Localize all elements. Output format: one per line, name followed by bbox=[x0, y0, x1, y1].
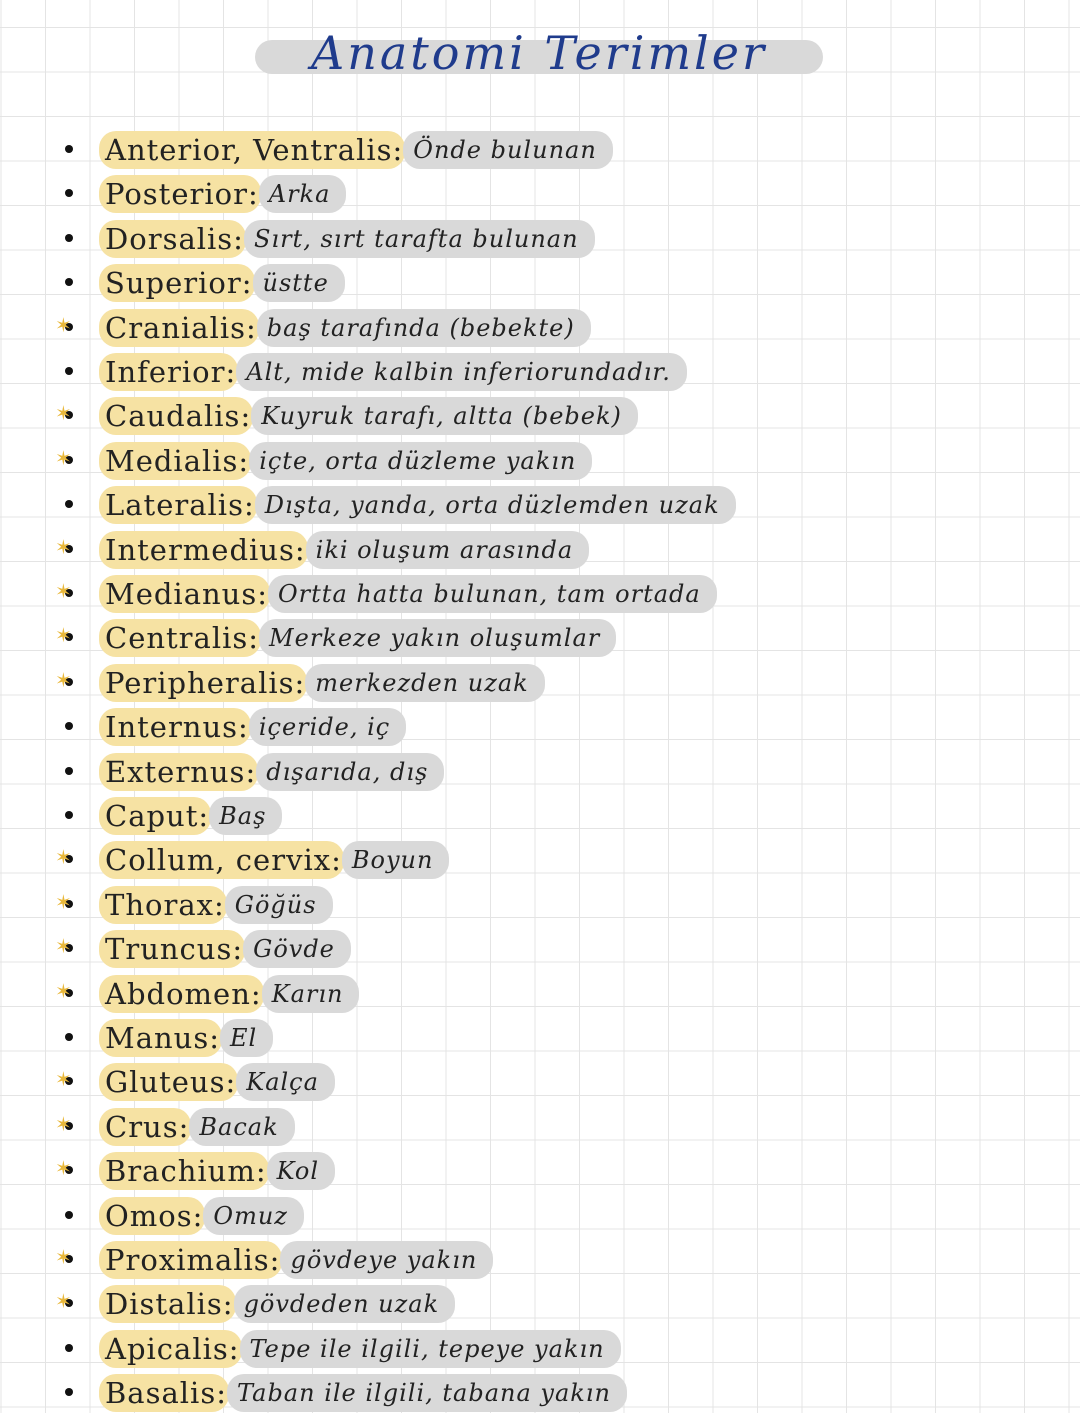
term-definition: Bacak bbox=[189, 1108, 294, 1146]
bullet-marker bbox=[55, 1373, 99, 1413]
list-item bbox=[55, 840, 449, 880]
star-icon: ✶ bbox=[55, 667, 72, 692]
term-definition: merkezden uzak bbox=[305, 664, 544, 702]
list-item bbox=[55, 618, 616, 658]
term-definition: Karın bbox=[262, 975, 360, 1013]
bullet-marker bbox=[55, 1240, 99, 1280]
term-definition: Önde bulunan bbox=[403, 131, 613, 169]
term-definition: Kalça bbox=[236, 1063, 335, 1101]
list-item bbox=[55, 308, 591, 348]
term-definition: Merkeze yakın oluşumlar bbox=[259, 619, 616, 657]
bullet-dot-icon bbox=[65, 1388, 73, 1396]
list-item bbox=[55, 1018, 273, 1058]
term-label: Abdomen: bbox=[99, 975, 264, 1013]
term-definition: iki oluşum arasında bbox=[306, 531, 589, 569]
list-item bbox=[55, 752, 444, 792]
term-definition: Boyun bbox=[342, 841, 450, 879]
list-item bbox=[55, 796, 282, 836]
bullet-dot-icon bbox=[65, 234, 73, 242]
term-label: Brachium: bbox=[99, 1152, 269, 1190]
term-definition: içte, orta düzleme yakın bbox=[249, 442, 592, 480]
bullet-marker bbox=[55, 219, 99, 259]
term-definition: içeride, iç bbox=[249, 708, 406, 746]
term-label: Apicalis: bbox=[99, 1330, 242, 1368]
term-label: Peripheralis: bbox=[99, 664, 307, 702]
term-definition: üstte bbox=[253, 264, 345, 302]
term-definition: gövdeye yakın bbox=[280, 1241, 493, 1279]
bullet-marker bbox=[55, 1018, 99, 1058]
star-icon: ✶ bbox=[55, 623, 72, 648]
bullet-marker bbox=[55, 1107, 99, 1147]
term-definition: Kol bbox=[267, 1152, 335, 1190]
bullet-marker bbox=[55, 974, 99, 1014]
star-icon: ✶ bbox=[55, 1289, 72, 1314]
term-definition: Gövde bbox=[243, 930, 351, 968]
bullet-marker bbox=[55, 574, 99, 614]
term-definition: Göğüs bbox=[225, 886, 333, 924]
list-item bbox=[55, 885, 333, 925]
term-label: Omos: bbox=[99, 1197, 205, 1235]
term-definition: gövdeden uzak bbox=[234, 1285, 456, 1323]
list-item bbox=[55, 1240, 493, 1280]
list-item bbox=[55, 485, 736, 525]
term-label: Dorsalis: bbox=[99, 220, 246, 258]
list-item bbox=[55, 574, 717, 614]
list-item bbox=[55, 219, 595, 259]
term-definition: Tepe ile ilgili, tepeye yakın bbox=[240, 1330, 621, 1368]
term-label: Basalis: bbox=[99, 1374, 229, 1412]
list-item bbox=[55, 707, 406, 747]
star-icon: ✶ bbox=[55, 579, 72, 603]
bullet-dot-icon bbox=[65, 367, 73, 375]
bullet-marker bbox=[55, 885, 99, 925]
bullet-dot-icon bbox=[65, 500, 73, 508]
star-icon: ✶ bbox=[55, 1245, 72, 1269]
bullet-dot-icon bbox=[65, 145, 73, 153]
term-definition: Dışta, yanda, orta düzlemden uzak bbox=[255, 486, 736, 524]
bullet-marker bbox=[55, 1151, 99, 1191]
term-definition: Taban ile ilgili, tabana yakın bbox=[227, 1374, 627, 1412]
bullet-marker bbox=[55, 174, 99, 214]
list-item bbox=[55, 1151, 335, 1191]
term-label: Caudalis: bbox=[99, 397, 253, 435]
list-item bbox=[55, 1107, 295, 1147]
term-label: Gluteus: bbox=[99, 1063, 238, 1101]
list-item bbox=[55, 1329, 621, 1369]
term-label: Medianus: bbox=[99, 575, 270, 613]
term-label: Manus: bbox=[99, 1019, 222, 1057]
term-label: Externus: bbox=[99, 753, 258, 791]
star-icon: ✶ bbox=[55, 1156, 72, 1181]
list-item bbox=[55, 1284, 455, 1324]
bullet-marker bbox=[55, 130, 99, 170]
bullet-marker bbox=[55, 929, 99, 969]
star-icon: ✶ bbox=[55, 401, 72, 426]
term-definition: Alt, mide kalbin inferiorundadır. bbox=[236, 353, 687, 391]
title-area bbox=[255, 24, 825, 82]
term-label: Thorax: bbox=[99, 886, 227, 924]
list-item bbox=[55, 530, 589, 570]
bullet-marker bbox=[55, 1062, 99, 1102]
term-definition: Kuyruk tarafı, altta (bebek) bbox=[251, 397, 638, 435]
bullet-marker bbox=[55, 352, 99, 392]
bullet-marker bbox=[55, 308, 99, 348]
term-label: Cranialis: bbox=[99, 309, 259, 347]
list-item bbox=[55, 1196, 304, 1236]
term-definition: baş tarafında (bebekte) bbox=[257, 309, 591, 347]
list-item bbox=[55, 263, 345, 303]
bullet-marker bbox=[55, 441, 99, 481]
bullet-marker bbox=[55, 1284, 99, 1324]
star-icon: ✶ bbox=[55, 845, 72, 870]
term-definition: Sırt, sırt tarafta bulunan bbox=[244, 220, 595, 258]
bullet-dot-icon bbox=[65, 811, 73, 819]
bullet-dot-icon bbox=[65, 189, 73, 197]
term-definition: Baş bbox=[209, 797, 282, 835]
term-label: Superior: bbox=[99, 264, 255, 302]
bullet-marker bbox=[55, 1196, 99, 1236]
term-label: Truncus: bbox=[99, 930, 245, 968]
list-item bbox=[55, 663, 545, 703]
bullet-dot-icon bbox=[65, 722, 73, 730]
bullet-marker bbox=[55, 840, 99, 880]
term-definition: El bbox=[220, 1019, 273, 1057]
term-label: Intermedius: bbox=[99, 531, 308, 569]
bullet-marker bbox=[55, 796, 99, 836]
list-item bbox=[55, 929, 351, 969]
term-label: Lateralis: bbox=[99, 486, 257, 524]
term-label: Medialis: bbox=[99, 442, 251, 480]
term-definition: Ortta hatta bulunan, tam ortada bbox=[268, 575, 717, 613]
term-label: Caput: bbox=[99, 797, 211, 835]
term-label: Inferior: bbox=[99, 353, 238, 391]
bullet-dot-icon bbox=[65, 1211, 73, 1219]
list-item bbox=[55, 130, 613, 170]
term-label: Crus: bbox=[99, 1108, 191, 1146]
star-icon: ✶ bbox=[55, 978, 72, 1003]
bullet-marker bbox=[55, 396, 99, 436]
bullet-marker bbox=[55, 618, 99, 658]
term-definition: Omuz bbox=[203, 1197, 304, 1235]
bullet-marker bbox=[55, 530, 99, 570]
star-icon: ✶ bbox=[55, 445, 72, 470]
list-item bbox=[55, 352, 687, 392]
list-item bbox=[55, 174, 346, 214]
star-icon: ✶ bbox=[55, 1067, 72, 1092]
term-label: Centralis: bbox=[99, 619, 261, 657]
list-item bbox=[55, 441, 592, 481]
star-icon: ✶ bbox=[55, 934, 72, 959]
bullet-marker bbox=[55, 263, 99, 303]
list-item bbox=[55, 1373, 627, 1413]
term-definition: dışarıda, dış bbox=[256, 753, 444, 791]
star-icon: ✶ bbox=[55, 312, 72, 337]
bullet-marker bbox=[55, 1329, 99, 1369]
bullet-dot-icon bbox=[65, 767, 73, 775]
bullet-dot-icon bbox=[65, 1033, 73, 1041]
bullet-marker bbox=[55, 707, 99, 747]
page-title: Anatomi Terimler bbox=[311, 26, 767, 80]
star-icon: ✶ bbox=[55, 1111, 72, 1136]
list-item bbox=[55, 1062, 335, 1102]
term-label: Proximalis: bbox=[99, 1241, 282, 1279]
bullet-marker bbox=[55, 752, 99, 792]
term-label: Posterior: bbox=[99, 175, 261, 213]
bullet-marker bbox=[55, 485, 99, 525]
list-item bbox=[55, 396, 638, 436]
bullet-dot-icon bbox=[65, 1344, 73, 1352]
term-label: Collum, cervix: bbox=[99, 841, 344, 879]
term-label: Anterior, Ventralis: bbox=[99, 131, 405, 169]
term-definition: Arka bbox=[259, 175, 347, 213]
star-icon: ✶ bbox=[55, 534, 72, 559]
term-label: Internus: bbox=[99, 708, 251, 746]
bullet-dot-icon bbox=[65, 278, 73, 286]
list-item bbox=[55, 974, 359, 1014]
star-icon: ✶ bbox=[55, 889, 72, 914]
term-label: Distalis: bbox=[99, 1285, 236, 1323]
bullet-marker bbox=[55, 663, 99, 703]
